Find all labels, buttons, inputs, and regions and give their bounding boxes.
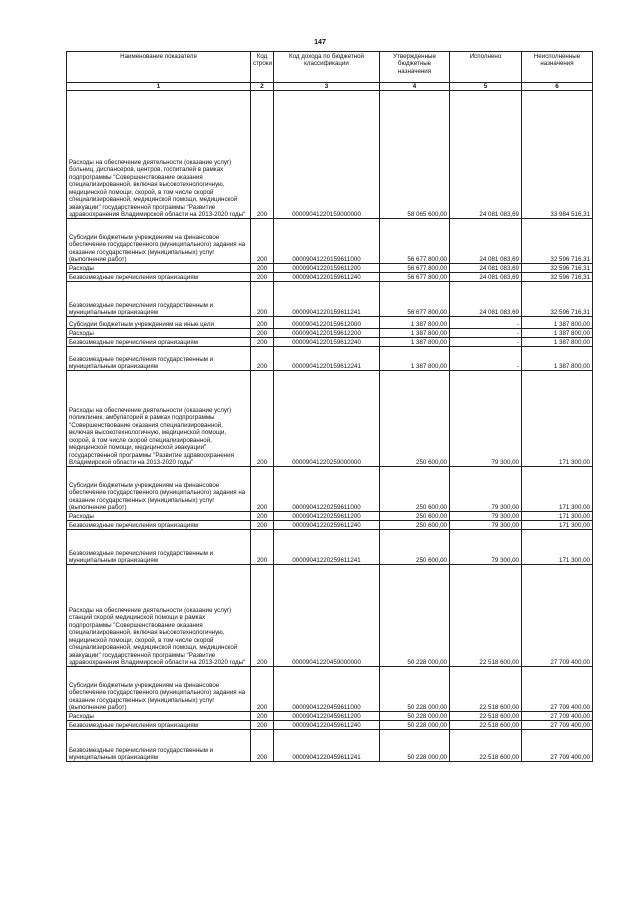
row-executed: 79 300,00 (450, 521, 522, 530)
row-line-code: 200 (251, 91, 274, 219)
row-executed: 22 518 600,00 (450, 667, 522, 712)
row-name: Безвозмездные перечисления государственным и муниципальным организациям (67, 530, 251, 565)
table-row (67, 347, 593, 371)
row-approved: 56 677 800,00 (380, 273, 450, 282)
row-name: Безвозмездные перечисления организациям (67, 338, 251, 347)
column-number: 3 (274, 83, 380, 91)
row-line-code: 200 (251, 667, 274, 712)
page-number: 147 (314, 39, 326, 46)
row-name: Расходы на обеспечение деятельности (оказание услуг) станций скорой медицинской помощи в рамках подпрограммы "Совершенствование оказания специализированной, включая высокотехнологичную, медицинской помощи, скорой, в том числе скорой специализированной, медицинской помощи, медицинской эвакуации" государственной программы "Развитие здравоохранения Владимирской области на 2013-2020 годы" (67, 565, 251, 667)
row-line-code: 200 (251, 264, 274, 273)
row-income-code: 00009041220459000000 (274, 565, 380, 667)
row-approved: 50 228 000,00 (380, 712, 450, 721)
row-income-code: 00009041220259611241 (274, 530, 380, 565)
row-executed: 22 518 600,00 (450, 565, 522, 667)
row-remaining: 27 709 400,00 (522, 565, 593, 667)
table-row (67, 667, 593, 712)
table-row (67, 317, 593, 329)
row-remaining: 171 300,00 (522, 530, 593, 565)
row-approved: 1 387 800,00 (380, 329, 450, 338)
row-name: Расходы на обеспечение деятельности (оказание услуг) больниц, диспансеров, центров, госпиталей в рамках подпрограммы "Совершенствование оказания специализированной, включая высокотехнологичную, медицинской помощи, скорой, в том числе скорой специализированной, медицинской помощи, медицинской эвакуации" государственной программы "Развитие здравоохранения Владимирской области на 2013-2020 годы" (67, 91, 251, 219)
table-row (67, 730, 593, 762)
row-remaining: 171 300,00 (522, 371, 593, 467)
row-name: Безвозмездные перечисления организациям (67, 721, 251, 730)
row-approved: 50 228 000,00 (380, 730, 450, 762)
row-name: Субсидии бюджетным учреждениям на финансовое обеспечение государственного (муниципального) задания на оказание государственных (муниципальных) услуг (выполнение работ) (67, 667, 251, 712)
row-remaining: 32 596 716,31 (522, 219, 593, 264)
row-executed: 79 300,00 (450, 530, 522, 565)
row-approved: 250 600,00 (380, 530, 450, 565)
row-executed: 24 081 083,69 (450, 282, 522, 317)
row-name: Субсидии бюджетным учреждениям на финансовое обеспечение государственного (муниципального) задания на оказание государственных (муниципальных) услуг (выполнение работ) (67, 219, 251, 264)
row-line-code: 200 (251, 219, 274, 264)
table-row (67, 467, 593, 512)
row-remaining: 171 300,00 (522, 512, 593, 521)
row-approved: 250 600,00 (380, 521, 450, 530)
column-number: 5 (450, 83, 522, 91)
row-executed: 24 081 083,69 (450, 264, 522, 273)
row-line-code: 200 (251, 317, 274, 329)
row-income-code: 00009041220259611240 (274, 521, 380, 530)
row-approved: 50 228 000,00 (380, 721, 450, 730)
table-row (67, 512, 593, 521)
row-approved: 56 677 800,00 (380, 264, 450, 273)
header-row (67, 52, 593, 83)
row-name: Субсидии бюджетным учреждениям на финансовое обеспечение государственного (муниципального) задания на оказание государственных (муниципальных) услуг (выполнение работ) (67, 467, 251, 512)
row-name: Безвозмездные перечисления государственным и муниципальным организациям (67, 347, 251, 371)
row-approved: 1 387 800,00 (380, 347, 450, 371)
row-name: Безвозмездные перечисления организациям (67, 273, 251, 282)
row-remaining: 171 300,00 (522, 521, 593, 530)
row-income-code: 00009041220459611241 (274, 730, 380, 762)
row-executed: 24 081 083,69 (450, 91, 522, 219)
row-income-code: 00009041220259000000 (274, 371, 380, 467)
row-line-code: 200 (251, 329, 274, 338)
table-row (67, 565, 593, 667)
header-income-code: Код дохода по бюджетной классификации (274, 52, 380, 83)
header-executed: Исполнено (450, 52, 522, 83)
row-remaining: 1 387 800,00 (522, 317, 593, 329)
row-line-code: 200 (251, 467, 274, 512)
row-line-code: 200 (251, 521, 274, 530)
row-line-code: 200 (251, 282, 274, 317)
row-line-code: 200 (251, 530, 274, 565)
column-number: 4 (380, 83, 450, 91)
row-remaining: 32 596 716,31 (522, 282, 593, 317)
header-remaining: Неисполненные назначения (522, 52, 593, 83)
column-number-row (67, 83, 593, 91)
row-executed: 79 300,00 (450, 371, 522, 467)
row-line-code: 200 (251, 512, 274, 521)
table-row (67, 712, 593, 721)
row-income-code: 00009041220459611000 (274, 667, 380, 712)
row-executed: 22 518 600,00 (450, 730, 522, 762)
table-row (67, 338, 593, 347)
row-remaining: 1 387 800,00 (522, 329, 593, 338)
table-row (67, 530, 593, 565)
row-line-code: 200 (251, 730, 274, 762)
row-remaining: 27 709 400,00 (522, 712, 593, 721)
table-row (67, 264, 593, 273)
row-line-code: 200 (251, 721, 274, 730)
row-income-code: 00009041220159612240 (274, 338, 380, 347)
row-remaining: 27 709 400,00 (522, 730, 593, 762)
row-income-code: 00009041220259611000 (274, 467, 380, 512)
row-income-code: 00009041220459611200 (274, 712, 380, 721)
row-approved: 250 600,00 (380, 371, 450, 467)
row-line-code: 200 (251, 273, 274, 282)
table-row (67, 273, 593, 282)
row-income-code: 00009041220159611200 (274, 264, 380, 273)
row-name: Расходы (67, 264, 251, 273)
row-remaining: 171 300,00 (522, 467, 593, 512)
table-row (67, 721, 593, 730)
row-approved: 56 677 800,00 (380, 282, 450, 317)
table-row (67, 329, 593, 338)
row-line-code: 200 (251, 712, 274, 721)
row-name: Безвозмездные перечисления государственным и муниципальным организациям (67, 282, 251, 317)
row-executed: 79 300,00 (450, 467, 522, 512)
row-name: Безвозмездные перечисления государственным и муниципальным организациям (67, 730, 251, 762)
row-executed: - (450, 347, 522, 371)
row-line-code: 200 (251, 347, 274, 371)
row-remaining: 1 387 800,00 (522, 338, 593, 347)
row-income-code: 00009041220159000000 (274, 91, 380, 219)
row-approved: 250 600,00 (380, 467, 450, 512)
table-row (67, 282, 593, 317)
header-line-code: Код строки (251, 52, 274, 83)
row-name: Расходы на обеспечение деятельности (оказание услуг) поликлиник, амбулаторий в рамках подпрограммы "Совершенствование оказания специализированной, включая высокотехнологичную, медицинской помощи, скорой, в том числе скорой специализированной, медицинской помощи, медицинской эвакуации" государственной программы "Развитие здравоохранения Владимирской области на 2013-2020 годы" (67, 371, 251, 467)
header-indicator-name: Наименование показателя (67, 52, 251, 83)
row-income-code: 00009041220159612000 (274, 317, 380, 329)
row-remaining: 27 709 400,00 (522, 721, 593, 730)
row-line-code: 200 (251, 565, 274, 667)
row-name: Расходы (67, 512, 251, 521)
row-remaining: 33 984 516,31 (522, 91, 593, 219)
row-approved: 1 387 800,00 (380, 317, 450, 329)
row-approved: 56 677 800,00 (380, 219, 450, 264)
row-income-code: 00009041220159611000 (274, 219, 380, 264)
row-remaining: 27 709 400,00 (522, 667, 593, 712)
row-line-code: 200 (251, 338, 274, 347)
row-executed: - (450, 317, 522, 329)
row-executed: 22 518 600,00 (450, 712, 522, 721)
row-line-code: 200 (251, 371, 274, 467)
row-remaining: 32 596 716,31 (522, 264, 593, 273)
column-number: 1 (67, 83, 251, 91)
row-income-code: 00009041220159611240 (274, 273, 380, 282)
table-row (67, 521, 593, 530)
table-row (67, 91, 593, 219)
row-name: Субсидии бюджетным учреждениям на иные цели (67, 317, 251, 329)
row-executed: 24 081 083,69 (450, 273, 522, 282)
row-remaining: 32 596 716,31 (522, 273, 593, 282)
header-approved: Утвержденные бюджетные назначения (380, 52, 450, 83)
row-name: Расходы (67, 329, 251, 338)
row-approved: 50 228 000,00 (380, 565, 450, 667)
row-executed: 79 300,00 (450, 512, 522, 521)
row-income-code: 00009041220259611200 (274, 512, 380, 521)
column-number: 6 (522, 83, 593, 91)
row-executed: 22 518 600,00 (450, 721, 522, 730)
row-executed: - (450, 338, 522, 347)
row-income-code: 00009041220159612241 (274, 347, 380, 371)
row-approved: 250 600,00 (380, 512, 450, 521)
row-approved: 50 228 000,00 (380, 667, 450, 712)
column-number: 2 (251, 83, 274, 91)
row-name: Безвозмездные перечисления организациям (67, 521, 251, 530)
row-name: Расходы (67, 712, 251, 721)
row-income-code: 00009041220159612200 (274, 329, 380, 338)
table-row (67, 371, 593, 467)
budget-execution-table (66, 51, 593, 762)
row-income-code: 00009041220159611241 (274, 282, 380, 317)
row-executed: - (450, 329, 522, 338)
table-row (67, 219, 593, 264)
row-approved: 58 065 600,00 (380, 91, 450, 219)
row-executed: 24 081 083,69 (450, 219, 522, 264)
row-income-code: 00009041220459611240 (274, 721, 380, 730)
row-remaining: 1 387 800,00 (522, 347, 593, 371)
row-approved: 1 387 800,00 (380, 338, 450, 347)
